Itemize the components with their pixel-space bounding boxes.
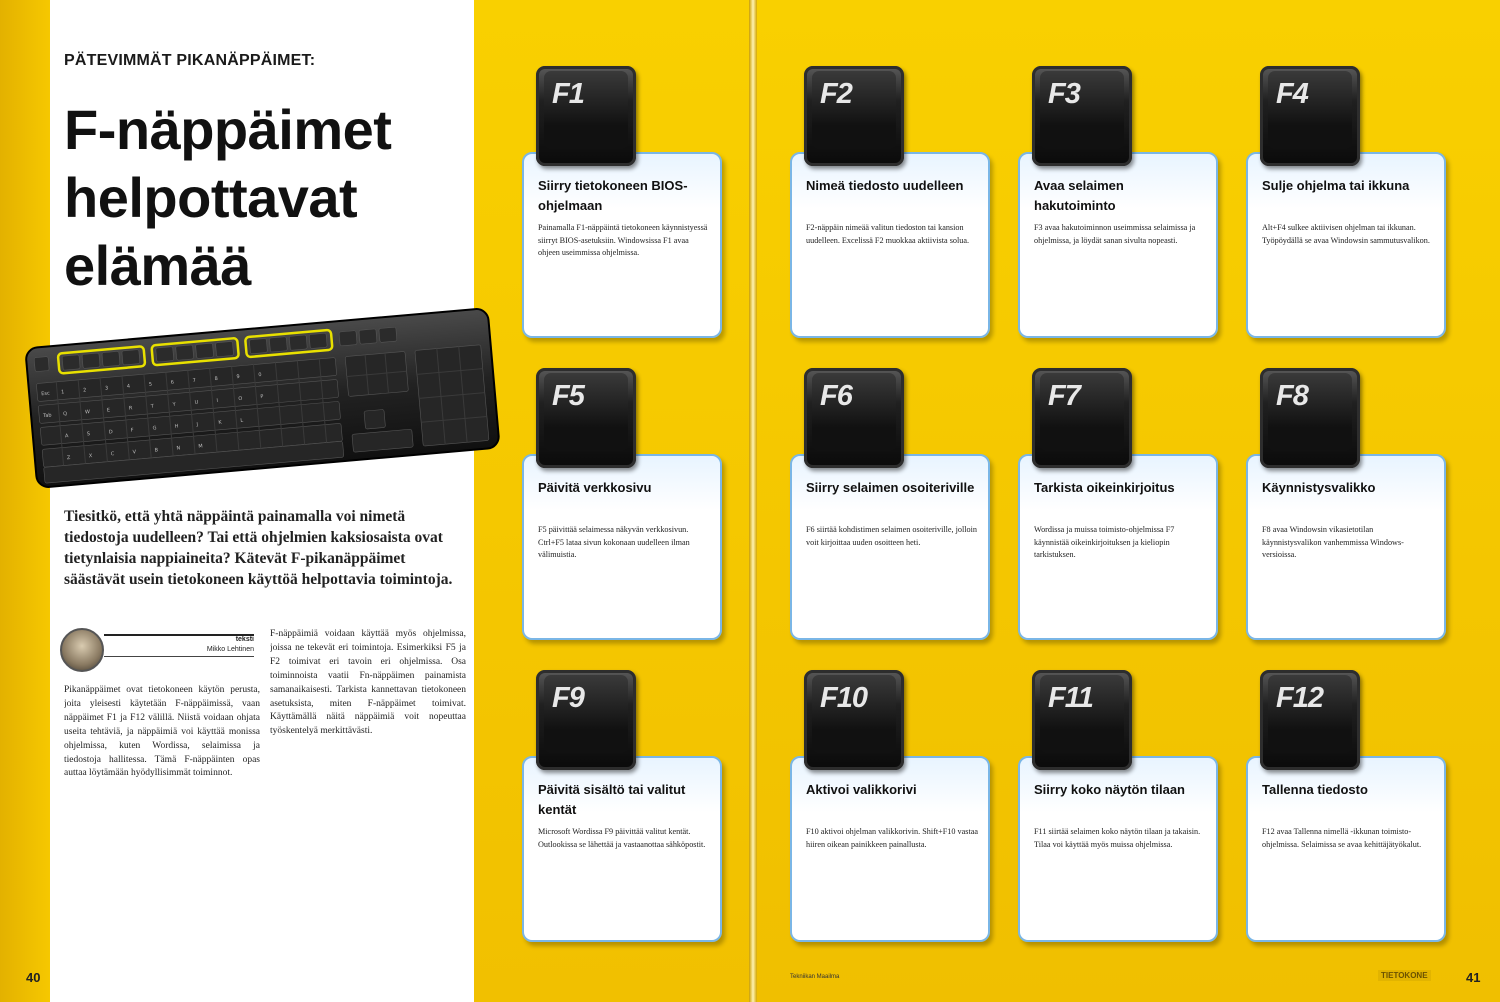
page-number-left: 40	[26, 970, 41, 985]
svg-text:F: F	[130, 427, 134, 434]
fkey-card	[1018, 670, 1218, 856]
svg-text:T: T	[150, 403, 155, 410]
fkey-card	[1246, 66, 1446, 252]
svg-text:C: C	[110, 451, 115, 458]
fkey-heading: Tarkista oikeinkirjoitus	[1034, 480, 1175, 495]
svg-text:Y: Y	[172, 401, 177, 408]
body-text-column-1: Pikanäppäimet ovat tietokoneen käytön perusta, joita yleisesti käytetään F-näppäimissä, vaan näppäimet F1 ja F12 välillä. Niistä voidaan ohjata useita tehtäviä, ja näppäimiä voi käyttää monissa ohjelmissa, kuten Wordissa, selaimissa ja tiedostoja hallitessa. Tämä F-näppäinten opas auttaa löytämään hyödyllisimmät toiminnot.	[64, 685, 260, 779]
svg-text:6: 6	[170, 379, 175, 386]
svg-text:9: 9	[236, 373, 240, 381]
svg-text:Q: Q	[62, 411, 68, 418]
fkey-label: F3	[1048, 78, 1080, 110]
fkey-card	[790, 368, 990, 554]
fkey-label: F7	[1048, 380, 1080, 412]
fkey-heading: Käynnistysvalikko	[1262, 480, 1376, 495]
byline-name: Mikko Lehtinen	[206, 646, 254, 653]
svg-text:H: H	[174, 423, 179, 430]
fkey-keycap-icon	[1032, 368, 1132, 468]
fkey-heading: Päivitä verkkosivu	[538, 480, 652, 495]
fkey-description: F11 siirtää selaimen koko näytön tilaan ja takaisin. Tilaa voi käyttää myös muissa ohjelmissa.	[1034, 827, 1201, 849]
fkey-description: Painamalla F1-näppäintä tietokoneen käynnistyessä siirryt BIOS-asetuksiin. Windowsissa F1 avaa ohjeen useimmissa ohjelmissa.	[538, 223, 708, 257]
fkey-label: F1	[552, 78, 584, 110]
author-avatar	[60, 628, 104, 672]
fkey-card-box	[1018, 756, 1218, 942]
fkey-card-box	[522, 152, 722, 338]
page-title: F-näppäimet helpottavat elämää	[64, 98, 392, 297]
fkey-description: F6 siirtää kohdistimen selaimen osoiteriville, jolloin voit kirjoittaa uuden osoitteen heti.	[806, 525, 978, 547]
fkey-keycap-icon	[536, 66, 636, 166]
svg-text:J: J	[196, 421, 199, 428]
keyboard-illustration	[22, 298, 502, 488]
fkey-description: Microsoft Wordissa F9 päivittää valitut kentät. Outlookissa se lähettää ja vastaanottaa sähköpostit.	[538, 827, 706, 849]
svg-text:R: R	[128, 405, 133, 412]
fkey-card-box	[522, 454, 722, 640]
fkey-card-box	[1246, 756, 1446, 942]
fkey-card-box	[1246, 152, 1446, 338]
svg-text:L: L	[240, 417, 244, 424]
intro-paragraph: Tiesitkö, että yhtä näppäintä painamalla voi nimetä tiedostoja uudelleen? Tai että ohjelmien kaksiosaista ovat tietynlaisia nappiaineita? Kätevät F-pikanäppäimet säästävät usein tietokoneen käyttöä helpottavia toimintoja.	[64, 508, 453, 588]
svg-text:7: 7	[192, 377, 197, 384]
fkey-description: Wordissa ja muissa toimisto-ohjelmissa F7 käynnistää oikeinkirjoituksen ja kieliopin tarkistuksen.	[1034, 525, 1175, 559]
fkey-keycap-icon	[1260, 670, 1360, 770]
svg-text:N: N	[176, 445, 181, 452]
svg-text:U: U	[194, 399, 199, 406]
fkey-heading: Sulje ohjelma tai ikkuna	[1262, 178, 1410, 193]
fkey-heading: Avaa selaimen hakutoiminto	[1034, 178, 1124, 213]
svg-text:P: P	[260, 393, 264, 401]
svg-text:0: 0	[258, 371, 262, 379]
svg-text:G: G	[152, 425, 157, 432]
fkey-heading: Tallenna tiedosto	[1262, 782, 1368, 797]
fkey-heading: Siirry selaimen osoiteriville	[806, 480, 975, 495]
fkey-card	[790, 670, 990, 856]
fkey-keycap-icon	[1260, 66, 1360, 166]
fkey-description: F12 avaa Tallenna nimellä -ikkunan toimisto-ohjelmissa. Selaimissa se avaa kehittäjätyökalut.	[1262, 827, 1422, 849]
fkey-card	[522, 368, 722, 559]
fkey-card-box	[1018, 152, 1218, 338]
page-number-right: 41	[1466, 970, 1481, 985]
fkey-description: F5 päivittää selaimessa näkyvän verkkosivun. Ctrl+F5 lataa sivun kokonaan uudelleen ilman välimuistia.	[538, 525, 690, 559]
fkey-description: F8 avaa Windowsin vikasietotilan käynnistysvalikon vanhemmissa Windows-versioissa.	[1262, 525, 1404, 559]
fkey-card	[790, 66, 990, 252]
fkey-description: F10 aktivoi ohjelman valikkorivin. Shift+F10 vastaa hiiren oikean painikkeen painallusta.	[806, 827, 978, 849]
fkey-label: F10	[820, 682, 867, 714]
fkey-card-box	[790, 454, 990, 640]
fkey-card	[522, 670, 722, 856]
svg-text:Esc: Esc	[41, 390, 51, 398]
fkey-heading: Aktivoi valikkorivi	[806, 782, 917, 797]
svg-text:E: E	[106, 407, 111, 414]
fkey-keycap-icon	[536, 368, 636, 468]
fkey-description: F2-näppäin nimeää valitun tiedoston tai kansion uudelleen. Excelissä F2 muokkaa aktiivista solua.	[806, 223, 970, 245]
fkey-card-box	[790, 152, 990, 338]
fkey-label: F8	[1276, 380, 1308, 412]
byline-rule-bottom	[104, 656, 254, 657]
fkey-keycap-icon	[1260, 368, 1360, 468]
fkey-keycap-icon	[1032, 66, 1132, 166]
fkey-card-box	[522, 756, 722, 942]
svg-text:2: 2	[82, 387, 87, 394]
footer-publication: Tekniikan Maailma	[790, 974, 840, 980]
fkey-card-box	[790, 756, 990, 942]
page-gutter	[749, 0, 757, 1002]
fkey-label: F2	[820, 78, 852, 110]
svg-text:W: W	[84, 409, 91, 416]
fkey-keycap-icon	[804, 670, 904, 770]
footer-logo: TIETOKONE	[1378, 970, 1431, 981]
svg-text:I: I	[216, 397, 219, 404]
fkey-keycap-icon	[804, 66, 904, 166]
svg-text:V: V	[132, 449, 137, 456]
svg-text:8: 8	[214, 375, 219, 383]
fkey-keycap-icon	[804, 368, 904, 468]
fkey-card	[1246, 368, 1446, 559]
fkey-card	[522, 66, 722, 257]
fkey-card	[1018, 66, 1218, 252]
fkey-heading: Nimeä tiedosto uudelleen	[806, 178, 964, 193]
left-margin-strip	[0, 0, 50, 1002]
byline-role: teksti	[235, 636, 254, 643]
fkey-keycap-icon	[1032, 670, 1132, 770]
fkey-card-box	[1018, 454, 1218, 640]
svg-text:M: M	[198, 443, 204, 450]
fkey-heading: Siirry koko näytön tilaan	[1034, 782, 1185, 797]
svg-text:5: 5	[148, 381, 153, 388]
svg-text:A: A	[64, 433, 69, 440]
fkey-description: F3 avaa hakutoiminnon useimmissa selaimissa ja ohjelmissa, ja löydät sanan sivulta nopeasti.	[1034, 223, 1196, 245]
svg-text:O: O	[238, 395, 243, 403]
fkey-label: F6	[820, 380, 852, 412]
fkey-description: Alt+F4 sulkee aktiivisen ohjelman tai ikkunan. Työpöydällä se avaa Windowsin sammutusvalikon.	[1262, 223, 1430, 245]
svg-text:S: S	[86, 431, 91, 438]
svg-text:1: 1	[60, 389, 65, 396]
fkey-card	[1246, 670, 1446, 856]
svg-text:K: K	[218, 419, 222, 426]
byline	[60, 628, 256, 672]
fkey-label: F12	[1276, 682, 1323, 714]
byline-rule	[104, 634, 254, 636]
fkey-label: F4	[1276, 78, 1308, 110]
fkey-keycap-icon	[536, 670, 636, 770]
fkey-heading: Päivitä sisältö tai valitut kentät	[538, 782, 686, 817]
svg-text:B: B	[154, 447, 159, 454]
svg-text:Tab: Tab	[42, 412, 52, 420]
svg-text:X: X	[88, 453, 93, 460]
fkey-label: F9	[552, 682, 584, 714]
fkey-heading: Siirry tietokoneen BIOS-ohjelmaan	[538, 178, 688, 213]
svg-text:D: D	[108, 429, 113, 436]
kicker: PÄTEVIMMÄT PIKANÄPPÄIMET:	[64, 52, 316, 69]
svg-text:4: 4	[126, 383, 131, 390]
svg-text:3: 3	[104, 385, 109, 392]
fkey-card-box	[1246, 454, 1446, 640]
fkey-label: F5	[552, 380, 584, 412]
fkey-label: F11	[1048, 682, 1093, 714]
svg-text:Z: Z	[66, 454, 71, 462]
body-text-column-2: F-näppäimiä voidaan käyttää myös ohjelmissa, joissa ne tekevät eri toimintoja. Esimerkiksi F5 ja F2 toimivat eri tavoin eri ohjelmissa. Osa toiminnoista vaatii Fn-näppäimen painamista samanaikaisesti. Tarkista kannettavan tietokoneen asetuksista, miten F-näppäimet toimivat. Käyttämällä näitä näppäimiä voit nopeuttaa työskentelyä merkittävästi.	[270, 629, 466, 737]
fkey-card	[1018, 368, 1218, 559]
